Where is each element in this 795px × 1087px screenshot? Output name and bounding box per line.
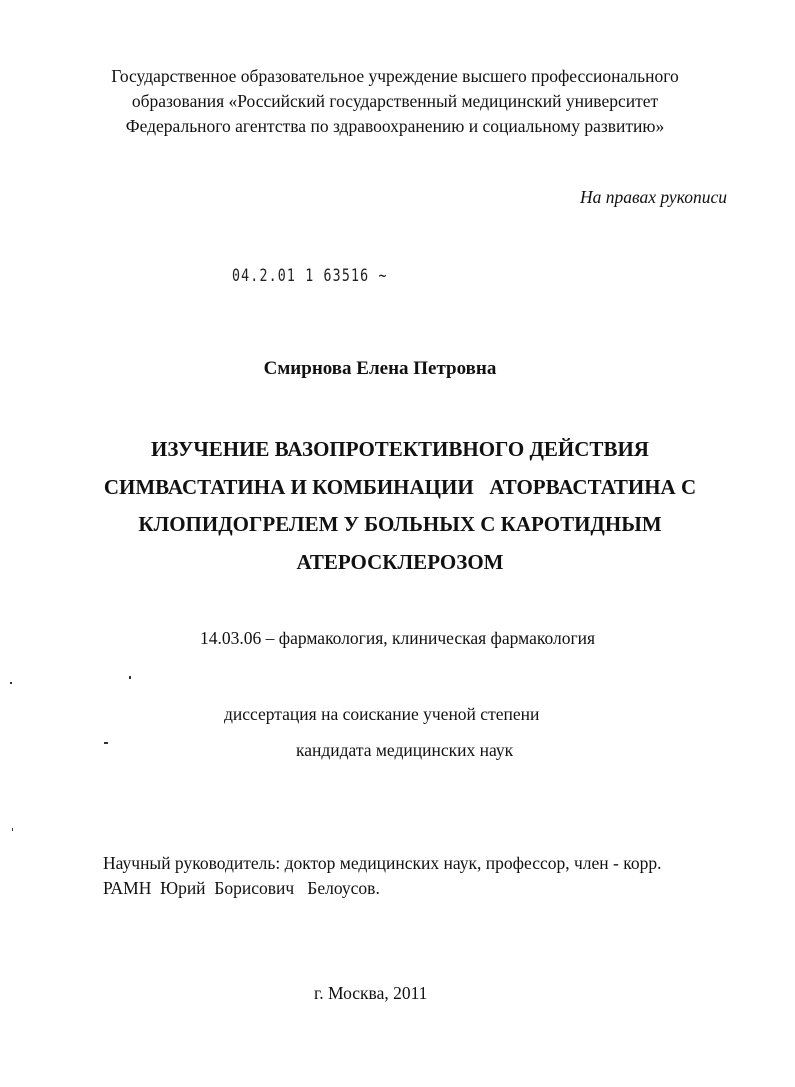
degree-line-2: кандидата медицинских наук bbox=[296, 740, 514, 760]
degree-line-1: диссертация на соискание ученой степени bbox=[224, 704, 540, 724]
title-line-3: КЛОПИДОГРЕЛЕМ У БОЛЬНЫХ С КАРОТИДНЫМ bbox=[138, 512, 662, 536]
supervisor-line-1: Научный руководитель: доктор медицинских наук, профессор, член - корр. bbox=[103, 853, 662, 873]
scan-speck bbox=[104, 742, 108, 744]
registration-stamp: 04.2.01 1 63516 ~ bbox=[232, 266, 388, 286]
institution-header bbox=[60, 64, 730, 139]
dissertation-title bbox=[80, 431, 720, 581]
city-year: г. Москва, 2011 bbox=[314, 983, 428, 1003]
supervisor-block bbox=[103, 851, 661, 901]
title-line-1: ИЗУЧЕНИЕ ВАЗОПРОТЕКТИВНОГО ДЕЙСТВИЯ bbox=[151, 437, 649, 461]
title-line-2: СИМВАСТАТИНА И КОМБИНАЦИИ АТОРВАСТАТИНА С bbox=[103, 474, 697, 499]
manuscript-note: На правах рукописи bbox=[580, 187, 727, 207]
title-line-4: АТЕРОСКЛЕРОЗОМ bbox=[296, 549, 504, 574]
specialty-code: 14.03.06 – фармакология, клиническая фармакология bbox=[200, 628, 596, 648]
scan-speck bbox=[129, 676, 131, 679]
scan-speck bbox=[10, 682, 12, 684]
supervisor-line-2: РАМН Юрий Борисович Белоусов. bbox=[103, 878, 380, 898]
author-name: Смирнова Елена Петровна bbox=[263, 358, 497, 379]
institution-line-1: Государственное образовательное учреждение высшего профессионального bbox=[111, 66, 679, 86]
institution-line-2: образования «Российский государственный медицинский университет bbox=[131, 91, 659, 111]
institution-line-3: Федерального агентства по здравоохранению и социальному развитию» bbox=[125, 116, 665, 136]
scan-speck bbox=[12, 828, 13, 831]
